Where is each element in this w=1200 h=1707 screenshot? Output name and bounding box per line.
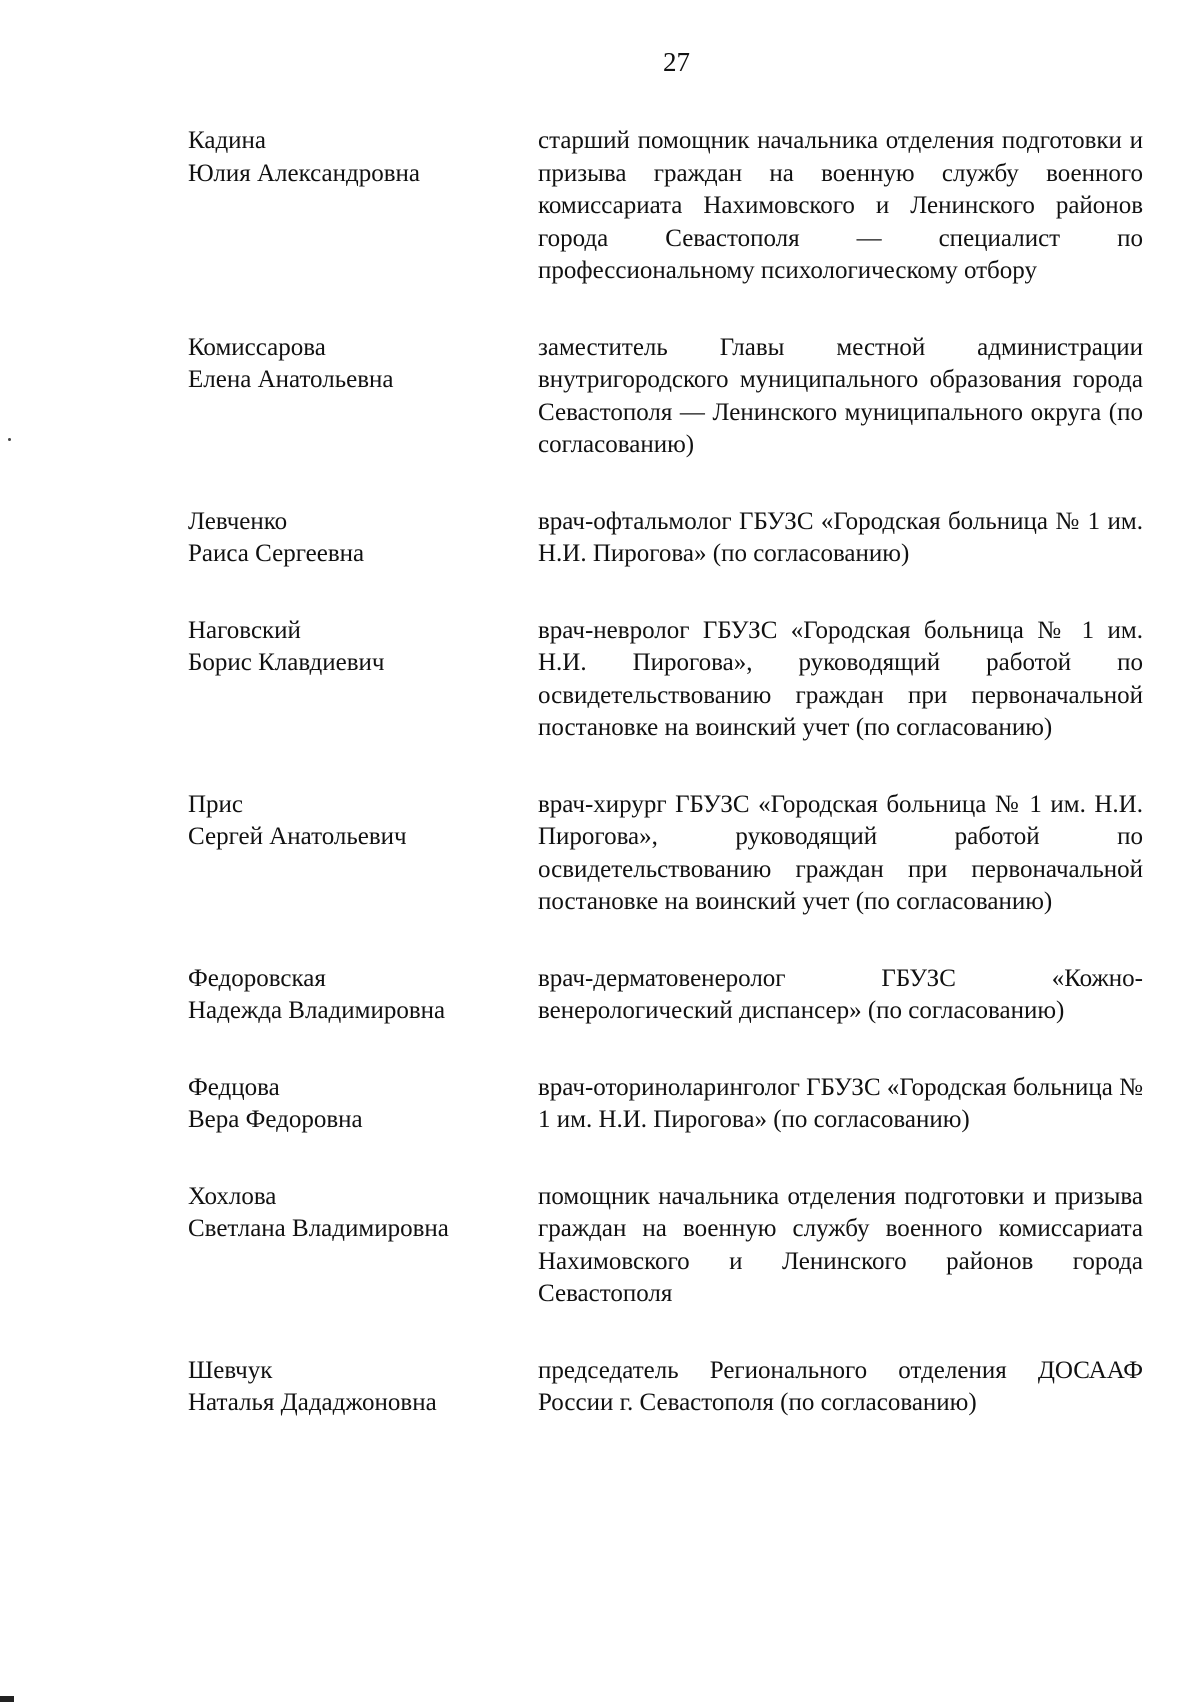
- member-entry: [188, 1181, 1143, 1311]
- member-entry: [188, 332, 1143, 462]
- member-role: врач-хирург ГБУЗС «Городская больница № 1 им. Н.И. Пирогова», руководящий работой по освидетельствованию граждан при первоначальной постановке на воинский учет (по согласованию): [538, 790, 1143, 915]
- member-name: [188, 125, 538, 190]
- member-given-names: Вера Федоровна: [188, 1106, 363, 1133]
- member-entry: [188, 125, 1143, 288]
- member-surname: Хохлова: [188, 1182, 277, 1210]
- member-entry: [188, 1355, 1143, 1420]
- scan-artifact-dot: [8, 438, 11, 441]
- member-surname: Федцова: [188, 1073, 280, 1101]
- member-entry: [188, 789, 1143, 919]
- member-name: [188, 963, 538, 1028]
- member-name: [188, 615, 538, 680]
- member-given-names: Раиса Сергеевна: [188, 540, 365, 567]
- member-surname: Прис: [188, 790, 244, 818]
- member-role: заместитель Главы местной администрации внутригородского муниципального образования города Севастополя — Ленинского муниципального округа (по согласованию): [538, 333, 1143, 458]
- member-surname: Федоровская: [188, 964, 326, 992]
- member-given-names: Юлия Александровна: [188, 159, 420, 187]
- page-number: 27: [663, 47, 690, 77]
- member-given-names: Борис Клавдиевич: [188, 649, 385, 676]
- member-name: [188, 1072, 538, 1137]
- member-name: [188, 506, 538, 571]
- member-entry: [188, 1072, 1143, 1137]
- member-given-names: Сергей Анатольевич: [188, 823, 407, 850]
- member-given-names: Надежда Владимировна: [188, 997, 446, 1024]
- member-given-names: Наталья Дададжоновна: [188, 1389, 437, 1416]
- member-surname: Кадина: [188, 127, 267, 154]
- member-surname: Комиссарова: [188, 333, 326, 361]
- member-role: председатель Регионального отделения ДОСААФ России г. Севастополя (по согласованию): [538, 1356, 1143, 1416]
- member-name: [188, 1355, 538, 1420]
- member-entry: [188, 506, 1143, 571]
- member-surname: Левченко: [188, 507, 288, 535]
- member-list: [188, 125, 1143, 1420]
- member-role: врач-оториноларинголог ГБУЗС «Городская больница № 1 им. Н.И. Пирогова» (по согласованию): [538, 1073, 1143, 1133]
- member-surname: Шевчук: [188, 1356, 273, 1384]
- member-surname: Наговский: [188, 616, 301, 644]
- member-name: [188, 789, 538, 854]
- member-name: [188, 332, 538, 397]
- member-role: врач-офтальмолог ГБУЗС «Городская больница № 1 им. Н.И. Пирогова» (по согласованию): [538, 507, 1143, 567]
- member-name: [188, 1181, 538, 1246]
- member-role: старший помощник начальника отделения подготовки и призыва граждан на военную службу военного комиссариата Нахимовского и Ленинского районов города Севастополя — специалист по профессиональному психологическому отбору: [538, 127, 1143, 284]
- scan-artifact-mark: [0, 1696, 14, 1702]
- member-given-names: Елена Анатольевна: [188, 366, 394, 393]
- member-role: врач-дерматовенеролог ГБУЗС «Кожно-венерологический диспансер» (по согласованию): [538, 964, 1143, 1024]
- member-role: врач-невролог ГБУЗС «Городская больница № 1 им. Н.И. Пирогова», руководящий работой по освидетельствованию граждан при первоначальной постановке на воинский учет (по согласованию): [538, 616, 1143, 741]
- member-given-names: Светлана Владимировна: [188, 1215, 449, 1242]
- member-entry: [188, 615, 1143, 745]
- member-role: помощник начальника отделения подготовки и призыва граждан на военную службу военного комиссариата Нахимовского и Ленинского районов города Севастополя: [538, 1182, 1143, 1307]
- member-entry: [188, 963, 1143, 1028]
